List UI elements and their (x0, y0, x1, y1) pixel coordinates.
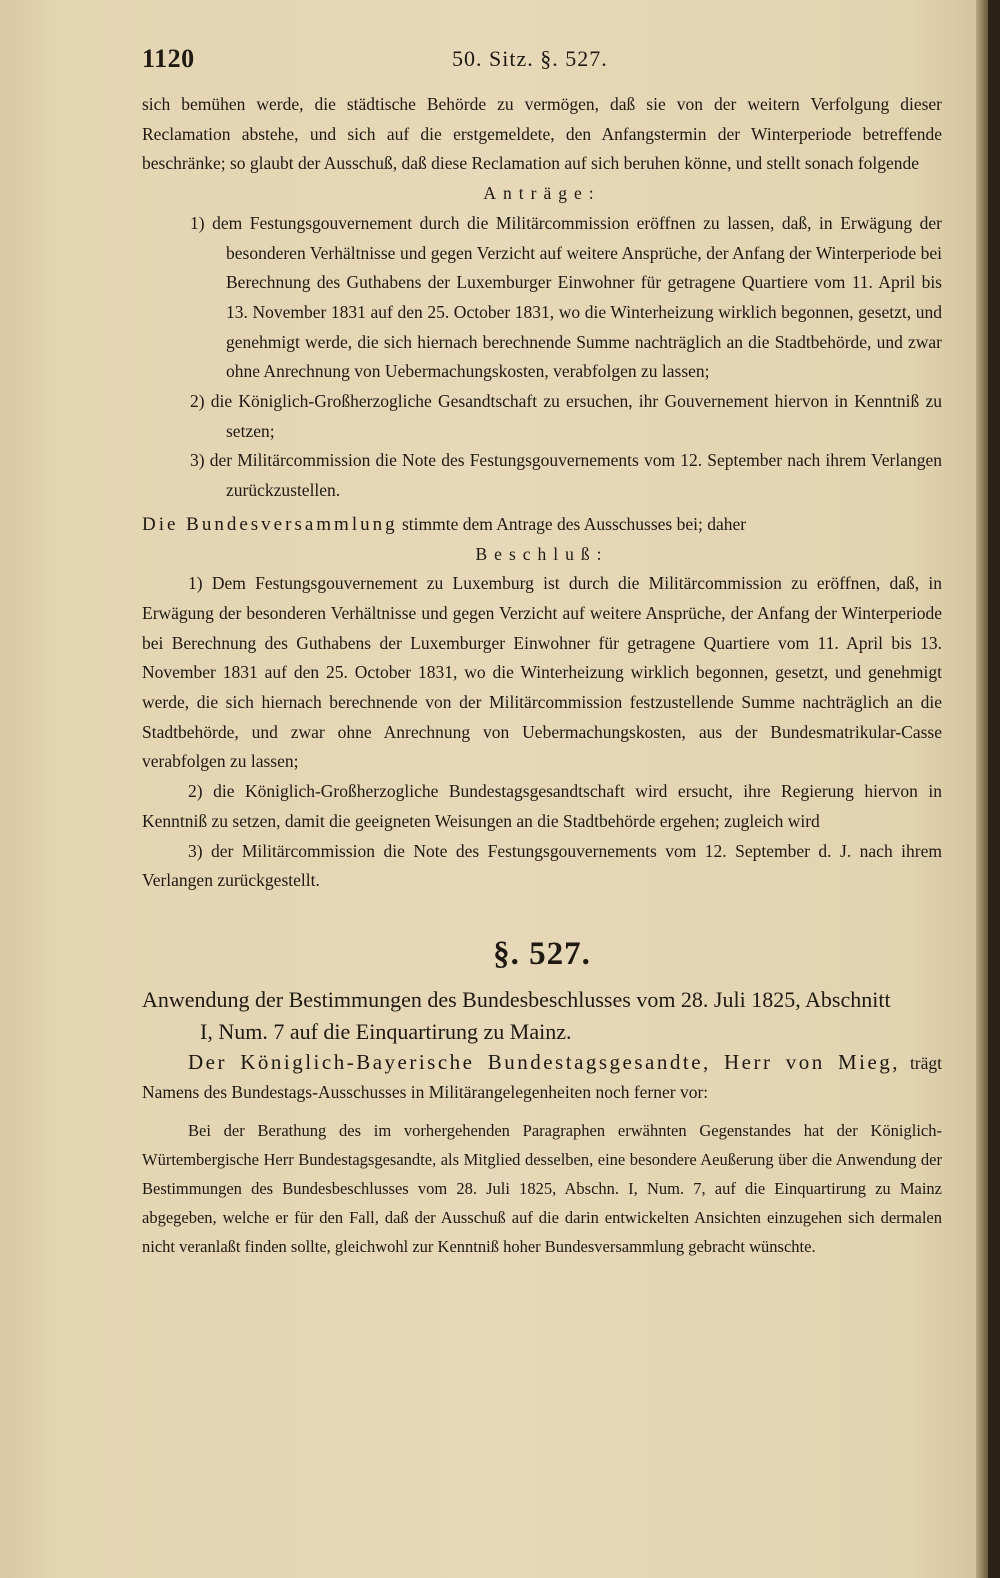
resolution-intro (142, 510, 942, 540)
speaker-name: Der Königlich-Bayerische Bundestagsgesandte, Herr von Mieg, (188, 1049, 901, 1074)
antraege-heading: Anträge: (483, 183, 601, 204)
section-title: §. 527. (493, 935, 591, 972)
section-heading (142, 984, 942, 1048)
bundesversammlung-label: Die Bundesversammlung (142, 513, 398, 535)
final-paragraph: Bei der Berathung des im vorhergehenden Paragraphen erwähnten Gegenstandes hat der Königlich-Würtembergische Herr Bundestagsgesandte, als Mitglied desselben, eine besondere Aeußerung über die Anwendung der Bestimmungen des Bundesbeschlusses vom 28. Juli 1825, Abschn. I, Num. 7, auf die Einquartirung zu Mainz abgegeben, welche er für den Fall, daß der Ausschuß auf die darin entwickelten Ansichten einzugehen sich dermalen nicht veranlaßt finden sollte, gleichwohl zur Kenntniß hoher Bundesversammlung gebracht wünschte. (142, 1121, 942, 1257)
beschluss-heading: Beschluß: (475, 543, 609, 564)
section-heading-line-1: Anwendung der Bestimmungen des Bundesbeschlusses vom 28. Juli 1825, Abschnitt (142, 986, 891, 1012)
beschluss-item-3: 3) der Militärcommission die Note des Festungsgouvernements vom 12. September d. J. nach ihrem Verlangen zurückgestellt. (142, 840, 942, 891)
resolution-intro-text: stimmte dem Antrage des Ausschusses bei; daher (401, 513, 747, 534)
running-head: 50. Sitz. §. 527. (452, 46, 608, 71)
beschluss-item-1: 1) Dem Festungsgouvernement zu Luxemburg ist durch die Militärcommission zu eröffnen, daß, in Erwägung der besonderen Verhältnisse und gegen Verzicht auf weitere Ansprüche, der Anfang der Winterperiode bei Berechnung des Guthabens der Luxemburger Einwohner für getragene Quartiere vom 11. April bis 13. November 1831 auf den 25. October 1831, wo die Winterheizung wirklich begonnen, gesetzt, und genehmigt werde, die sich hiernach berechnende von der Militärcommission festzustellende Summe nachträglich an die Stadtbehörde, und zwar ohne Anrechnung von Uebermachungskosten, aus der Bundesmatrikular-Casse verabfolgen zu lassen; (142, 573, 942, 772)
speaker-text: trägt Namens des Bundestags-Ausschusses in Militärangelegenheiten noch ferner vor: (142, 1052, 943, 1103)
antrag-item-3: 3) der Militärcommission die Note des Festungsgouvernements vom 12. September nach ihrem Verlangen zurückzustellen. (190, 450, 942, 501)
speaker-paragraph (142, 1048, 942, 1108)
page-body (142, 90, 942, 1261)
section-heading-line-2: I, Num. 7 auf die Einquartirung zu Mainz. (200, 1018, 572, 1044)
intro-paragraph: sich bemühen werde, die städtische Behörde zu vermögen, daß sie von der weitern Verfolgung dieser Reclamation abstehe, und sich auf die erstgemeldete, den Anfangstermin der Winterperiode betreffende beschränke; so glaubt der Ausschuß, daß diese Reclamation auf sich beruhen könne, und stellt sonach folgende (142, 94, 942, 174)
page-number: 1120 (142, 44, 195, 73)
beschluss-item-2: 2) die Königlich-Großherzogliche Bundestagsgesandtschaft wird ersucht, ihre Regierung hiervon in Kenntniß zu setzen, damit die geeigneten Weisungen an die Stadtbehörde ergehen; zugleich wird (142, 781, 942, 831)
page-edge-shadow (976, 0, 988, 1578)
antrag-item-2: 2) die Königlich-Großherzogliche Gesandtschaft zu ersuchen, ihr Gouvernement hiervon in Kenntniß zu setzen; (190, 391, 942, 441)
page-header (142, 44, 942, 90)
antrag-item-1: 1) dem Festungsgouvernement durch die Militärcommission eröffnen zu lassen, daß, in Erwägung der besonderen Verhältnisse und gegen Verzicht auf weitere Ansprüche, der Anfang der Winterperiode bei Berechnung des Guthabens der Luxemburger Einwohner für getragene Quartiere vom 11. April bis 13. November 1831 auf den 25. October 1831, wo die Winterheizung wirklich begonnen, gesetzt, und genehmigt werde, die sich hiernach berechnende Summe nachträglich an die Stadtbehörde, und zwar ohne Anrechnung von Uebermachungskosten, verabfolgen zu lassen; (190, 212, 942, 382)
